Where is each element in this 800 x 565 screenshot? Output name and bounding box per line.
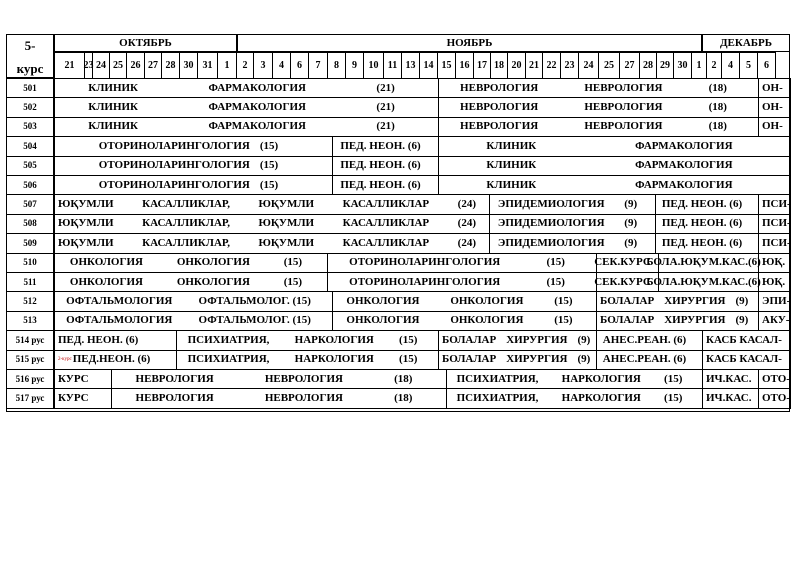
subject-text: ХИРУРГИЯ <box>664 295 726 308</box>
subject-text: ОНКОЛОГИЯ <box>346 295 420 308</box>
subject-block <box>489 194 656 214</box>
subject-text: НАРКОЛОГИЯ <box>561 392 641 405</box>
subject-text: ЮҚУМЛИ <box>258 217 315 230</box>
subject-block <box>332 175 439 195</box>
subject-text: НАРКОЛОГИЯ <box>294 353 374 366</box>
subject-text: АНЕС.РЕАН. (6) <box>602 333 687 346</box>
subject-block <box>702 350 791 370</box>
group-label: 513 <box>6 311 54 331</box>
group-label: 505 <box>6 156 54 176</box>
subject-block <box>438 117 759 137</box>
subject-text: КАСБ КАСАЛ- <box>706 333 782 346</box>
subject-block <box>596 330 703 350</box>
subject-block <box>758 97 791 117</box>
subject-block <box>655 233 759 253</box>
subject-text: НАРКОЛОГИЯ <box>294 333 374 346</box>
subject-text: ОН- <box>762 101 783 114</box>
subject-text: КЛИНИК <box>88 120 139 133</box>
subject-text: ПСИ- <box>762 236 791 249</box>
subject-text: (9) <box>624 198 638 211</box>
subject-block <box>646 272 761 292</box>
subject-text: ЮҚ. <box>762 275 786 288</box>
day-cell: 4 <box>273 52 291 78</box>
group-label: 502 <box>6 97 54 117</box>
group-label: 506 <box>6 175 54 195</box>
subject-text: БОЛАЛАР <box>600 314 655 327</box>
subject-text: ФАРМАКОЛОГИЯ <box>208 81 306 94</box>
group-label: 514 рус <box>6 330 54 350</box>
subject-block <box>54 253 328 273</box>
subject-text: ФАРМАКОЛОГИЯ <box>208 120 306 133</box>
subject-text: ПЕД. НЕОН. (6) <box>340 178 421 191</box>
day-cell: 14 <box>420 52 438 78</box>
day-cell: 27 <box>620 52 640 78</box>
subject-text: СЕК.КУРС <box>594 256 651 269</box>
day-cell: 28 <box>640 52 657 78</box>
day-cell: 23 <box>85 52 93 78</box>
subject-text: (21) <box>376 120 395 133</box>
day-cell: 23 <box>561 52 579 78</box>
subject-block <box>758 233 791 253</box>
course-number: 5- <box>24 38 36 53</box>
subject-block <box>758 78 791 98</box>
subject-text: (9) <box>624 236 638 249</box>
subject-text: ПСИХИАТРИЯ, <box>187 333 270 346</box>
month-december: ДЕКАБРЬ <box>702 34 790 52</box>
month-november: НОЯБРЬ <box>237 34 702 52</box>
subject-text: ИЧ.КАС. <box>706 392 752 405</box>
subject-block <box>702 369 759 389</box>
subject-text: НЕВРОЛОГИЯ <box>584 120 663 133</box>
subject-block <box>446 369 703 389</box>
subject-text: (18) <box>394 392 413 405</box>
day-cell: 11 <box>384 52 402 78</box>
group-label: 510 <box>6 253 54 273</box>
subject-text: ПЕД. НЕОН. (6) <box>661 217 743 230</box>
day-cell: 31 <box>198 52 218 78</box>
subject-text: ХИРУРГИЯ <box>664 314 726 327</box>
subject-text: СЕК.КУРС <box>594 275 651 288</box>
subject-text: ЮҚ. <box>762 256 786 269</box>
subject-block <box>111 388 447 408</box>
group-label: 503 <box>6 117 54 137</box>
subject-text: НЕВРОЛОГИЯ <box>135 372 214 385</box>
group-label: 516 рус <box>6 369 54 389</box>
subject-text: КАСАЛЛИКЛАР <box>342 236 430 249</box>
subject-text: (9) <box>624 217 638 230</box>
subject-block <box>758 291 791 311</box>
subject-block <box>54 117 439 137</box>
day-cell: 29 <box>657 52 674 78</box>
subject-block <box>489 233 656 253</box>
subject-text: (15) <box>554 295 573 308</box>
subject-text: ОТОРИНОЛАРИНГОЛОГИЯ <box>98 139 250 152</box>
subject-text: НЕВРОЛОГИЯ <box>460 101 539 114</box>
subject-text: НЕВРОЛОГИЯ <box>584 81 663 94</box>
subject-block <box>655 194 759 214</box>
subject-block <box>758 253 791 273</box>
subject-text: (15) <box>259 178 279 191</box>
day-cell: 10 <box>364 52 384 78</box>
subject-text: ПСИ- <box>762 198 791 211</box>
subject-text: КЛИНИК <box>88 101 139 114</box>
subject-block <box>54 291 333 311</box>
subject-text: КЛИНИК <box>486 139 537 152</box>
subject-text: КЛИНИК <box>486 178 537 191</box>
subject-text: НЕВРОЛОГИЯ <box>264 392 343 405</box>
subject-text: ЭПИДЕМИОЛОГИЯ <box>497 217 605 230</box>
subject-text: АКУ- <box>762 314 790 327</box>
day-cell: 22 <box>543 52 561 78</box>
subject-text: (9) <box>577 353 591 366</box>
subject-text: ЮҚУМЛИ <box>58 236 114 249</box>
subject-text: ОНКОЛОГИЯ <box>69 275 143 288</box>
subject-block <box>176 350 439 370</box>
subject-block <box>111 369 447 389</box>
subject-text: (15) <box>546 256 565 269</box>
subject-block <box>438 330 597 350</box>
subject-text: (21) <box>376 81 395 94</box>
subject-text: (15) <box>399 353 418 366</box>
subject-block <box>332 156 439 176</box>
subject-text: ОТОРИНОЛАРИНГОЛОГИЯ <box>98 159 250 172</box>
subject-text: ЮҚУМЛИ <box>258 198 315 211</box>
subject-text: ОФТАЛЬМОЛОГ. (15) <box>198 314 311 327</box>
subject-text: КУРС <box>58 392 89 405</box>
subject-text: (9) <box>735 295 749 308</box>
subject-text: КАСАЛЛИКЛАР, <box>142 217 230 230</box>
subject-block <box>332 311 597 331</box>
subject-block <box>54 233 490 253</box>
subject-text: ОФТАЛЬМОЛОГИЯ <box>66 295 173 308</box>
subject-text: ПЕД. НЕОН. (6) <box>340 139 421 152</box>
day-cell: 27 <box>145 52 162 78</box>
subject-text: ЭПИ- <box>762 295 791 308</box>
course-header-cell <box>6 34 54 78</box>
subject-text: ОТОРИНОЛАРИНГОЛОГИЯ <box>349 275 501 288</box>
group-label: 508 <box>6 214 54 234</box>
subject-text: (15) <box>259 159 279 172</box>
subject-text: ОТОРИНОЛАРИНГОЛОГИЯ <box>98 178 250 191</box>
group-label: 515 рус <box>6 350 54 370</box>
subject-text: ОТОРИНОЛАРИНГОЛОГИЯ <box>349 256 501 269</box>
subject-text: (15) <box>664 372 683 385</box>
subject-block <box>438 78 759 98</box>
subject-text: ПЕД. НЕОН. (6) <box>661 236 743 249</box>
subject-block <box>332 136 439 156</box>
subject-text: БОЛАЛАР <box>442 333 497 346</box>
subject-text: (18) <box>708 81 727 94</box>
subject-block <box>54 272 328 292</box>
subject-text: (9) <box>735 314 749 327</box>
subject-text: ПЕД. НЕОН. (6) <box>58 333 139 346</box>
subject-text: БОЛА.ЮҚУМ.КАС.(6) <box>646 275 761 288</box>
subject-block <box>758 369 791 389</box>
subject-text: КАСАЛЛИКЛАР, <box>142 198 230 211</box>
subject-text: (18) <box>708 120 727 133</box>
subject-block <box>327 253 597 273</box>
subject-text: ОН- <box>762 120 783 133</box>
subject-text: ПСИ- <box>762 217 791 230</box>
subject-block <box>176 330 439 350</box>
day-cell: 17 <box>474 52 491 78</box>
subject-block <box>332 291 597 311</box>
subject-text: НЕВРОЛОГИЯ <box>264 372 343 385</box>
subject-text: ФАРМАКОЛОГИЯ <box>635 139 733 152</box>
subject-text: ЭПИДЕМИОЛОГИЯ <box>497 198 605 211</box>
subject-text: КАСАЛЛИКЛАР <box>342 217 430 230</box>
subject-text: ЮҚУМЛИ <box>258 236 315 249</box>
subject-text: (24) <box>457 217 476 230</box>
subject-text: 2-курс <box>58 357 72 363</box>
subject-text: ОНКОЛОГИЯ <box>450 314 524 327</box>
group-label: 504 <box>6 136 54 156</box>
subject-block <box>438 350 597 370</box>
subject-block <box>646 253 761 273</box>
subject-text: БОЛАЛАР <box>600 295 655 308</box>
day-cell: 4 <box>722 52 740 78</box>
subject-block <box>54 388 112 408</box>
subject-block <box>54 330 177 350</box>
subject-text: КЛИНИК <box>486 159 537 172</box>
subject-text: НЕВРОЛОГИЯ <box>584 101 663 114</box>
subject-block <box>54 194 490 214</box>
subject-block <box>758 214 791 234</box>
group-label: 507 <box>6 194 54 214</box>
subject-text: НЕВРОЛОГИЯ <box>135 392 214 405</box>
subject-text: (15) <box>283 275 303 288</box>
day-cell: 9 <box>346 52 364 78</box>
subject-block <box>596 350 703 370</box>
subject-block <box>758 388 791 408</box>
day-cell: 26 <box>127 52 145 78</box>
day-cell: 28 <box>162 52 180 78</box>
subject-text: КАСАЛЛИКЛАР, <box>142 236 230 249</box>
day-cell: 21 <box>54 52 85 78</box>
subject-text: (21) <box>376 101 395 114</box>
subject-block <box>54 156 333 176</box>
day-cell: 25 <box>110 52 127 78</box>
subject-text: ОНКОЛОГИЯ <box>346 314 420 327</box>
subject-text: ПЕД. НЕОН. (6) <box>661 198 743 211</box>
subject-text: (15) <box>283 256 303 269</box>
day-cell: 2 <box>237 52 254 78</box>
subject-text: (15) <box>554 314 573 327</box>
subject-text: ПСИХИАТРИЯ, <box>187 353 270 366</box>
subject-block <box>54 311 333 331</box>
subject-block <box>596 291 759 311</box>
subject-block <box>596 311 759 331</box>
subject-block <box>54 175 333 195</box>
group-label: 509 <box>6 233 54 253</box>
subject-text: КЛИНИК <box>88 81 139 94</box>
day-cell: 16 <box>456 52 474 78</box>
day-cell: 5 <box>740 52 758 78</box>
subject-block <box>438 175 791 195</box>
day-cell: 13 <box>402 52 420 78</box>
day-cell: 30 <box>180 52 198 78</box>
subject-text: КАСАЛЛИКЛАР <box>342 198 430 211</box>
subject-text: (9) <box>577 333 591 346</box>
subject-block <box>54 214 490 234</box>
group-label: 512 <box>6 291 54 311</box>
subject-text: ЭПИДЕМИОЛОГИЯ <box>497 236 605 249</box>
day-cell: 15 <box>438 52 456 78</box>
subject-text: ФАРМАКОЛОГИЯ <box>635 159 733 172</box>
subject-text: ОНКОЛОГИЯ <box>450 295 524 308</box>
subject-text: ПСИХИАТРИЯ, <box>456 392 539 405</box>
day-cell: 7 <box>309 52 328 78</box>
day-cell: 2 <box>707 52 722 78</box>
subject-block <box>54 78 439 98</box>
subject-text: (18) <box>394 372 413 385</box>
subject-block <box>758 272 791 292</box>
subject-text: (15) <box>664 392 683 405</box>
subject-text: ХИРУРГИЯ <box>506 333 568 346</box>
subject-text: ОТО- <box>762 372 790 385</box>
day-cell: 6 <box>291 52 309 78</box>
subject-block <box>54 350 177 370</box>
subject-text: ИЧ.КАС. <box>706 372 752 385</box>
subject-text: ОНКОЛОГИЯ <box>69 256 143 269</box>
subject-block <box>54 369 112 389</box>
day-cell: 24 <box>579 52 599 78</box>
day-cell: 8 <box>328 52 346 78</box>
day-cell: 20 <box>508 52 526 78</box>
subject-text: ОН- <box>762 81 783 94</box>
subject-text: БОЛА.ЮҚУМ.КАС.(6) <box>646 256 761 269</box>
subject-text: ХИРУРГИЯ <box>506 353 568 366</box>
subject-text: БОЛАЛАР <box>442 353 497 366</box>
course-label: курс <box>16 61 44 76</box>
subject-block <box>758 117 791 137</box>
subject-text: АНЕС.РЕАН. (6) <box>602 353 687 366</box>
subject-block <box>758 194 791 214</box>
subject-block <box>446 388 703 408</box>
subject-text: НАРКОЛОГИЯ <box>561 372 641 385</box>
group-label: 501 <box>6 78 54 98</box>
subject-text: ФАРМАКОЛОГИЯ <box>208 101 306 114</box>
subject-block <box>438 136 791 156</box>
subject-text: (15) <box>546 275 565 288</box>
day-cell: 6 <box>758 52 776 78</box>
subject-text: ФАРМАКОЛОГИЯ <box>635 178 733 191</box>
subject-block <box>702 330 791 350</box>
subject-block <box>758 311 791 331</box>
subject-text: (15) <box>399 333 418 346</box>
subject-text: ОТО- <box>762 392 790 405</box>
group-label: 517 рус <box>6 388 54 408</box>
day-cell: 25 <box>599 52 620 78</box>
subject-text: ПЕД. НЕОН. (6) <box>340 159 421 172</box>
subject-block <box>54 136 333 156</box>
subject-text: (18) <box>708 101 727 114</box>
month-october: ОКТЯБРЬ <box>54 34 237 52</box>
subject-block <box>489 214 656 234</box>
subject-block <box>702 388 759 408</box>
subject-text: (15) <box>259 139 279 152</box>
day-cell: 21 <box>526 52 543 78</box>
subject-text: НЕВРОЛОГИЯ <box>460 81 539 94</box>
schedule-table <box>6 34 790 412</box>
subject-text: ЮҚУМЛИ <box>58 198 114 211</box>
subject-text: КАСБ КАСАЛ- <box>706 353 782 366</box>
subject-text: (24) <box>457 198 476 211</box>
subject-block <box>54 97 439 117</box>
subject-text: ПЕД.НЕОН. (6) <box>72 353 151 366</box>
subject-text: ОФТАЛЬМОЛОГИЯ <box>66 314 173 327</box>
subject-block <box>438 97 759 117</box>
subject-text: ОНКОЛОГИЯ <box>176 275 250 288</box>
subject-text: ПСИХИАТРИЯ, <box>456 372 539 385</box>
day-cell: 18 <box>491 52 508 78</box>
day-cell: 1 <box>692 52 707 78</box>
subject-text: ОНКОЛОГИЯ <box>176 256 250 269</box>
subject-text: (24) <box>457 236 476 249</box>
subject-block <box>655 214 759 234</box>
subject-block <box>438 156 791 176</box>
day-cell: 3 <box>254 52 273 78</box>
subject-text: ОФТАЛЬМОЛОГ. (15) <box>198 295 311 308</box>
day-cell: 30 <box>674 52 692 78</box>
subject-block <box>327 272 597 292</box>
day-cell: 1 <box>218 52 237 78</box>
group-label: 511 <box>6 272 54 292</box>
day-cell: 24 <box>93 52 110 78</box>
subject-text: КУРС <box>58 372 89 385</box>
subject-text: ЮҚУМЛИ <box>58 217 114 230</box>
subject-text: НЕВРОЛОГИЯ <box>460 120 539 133</box>
